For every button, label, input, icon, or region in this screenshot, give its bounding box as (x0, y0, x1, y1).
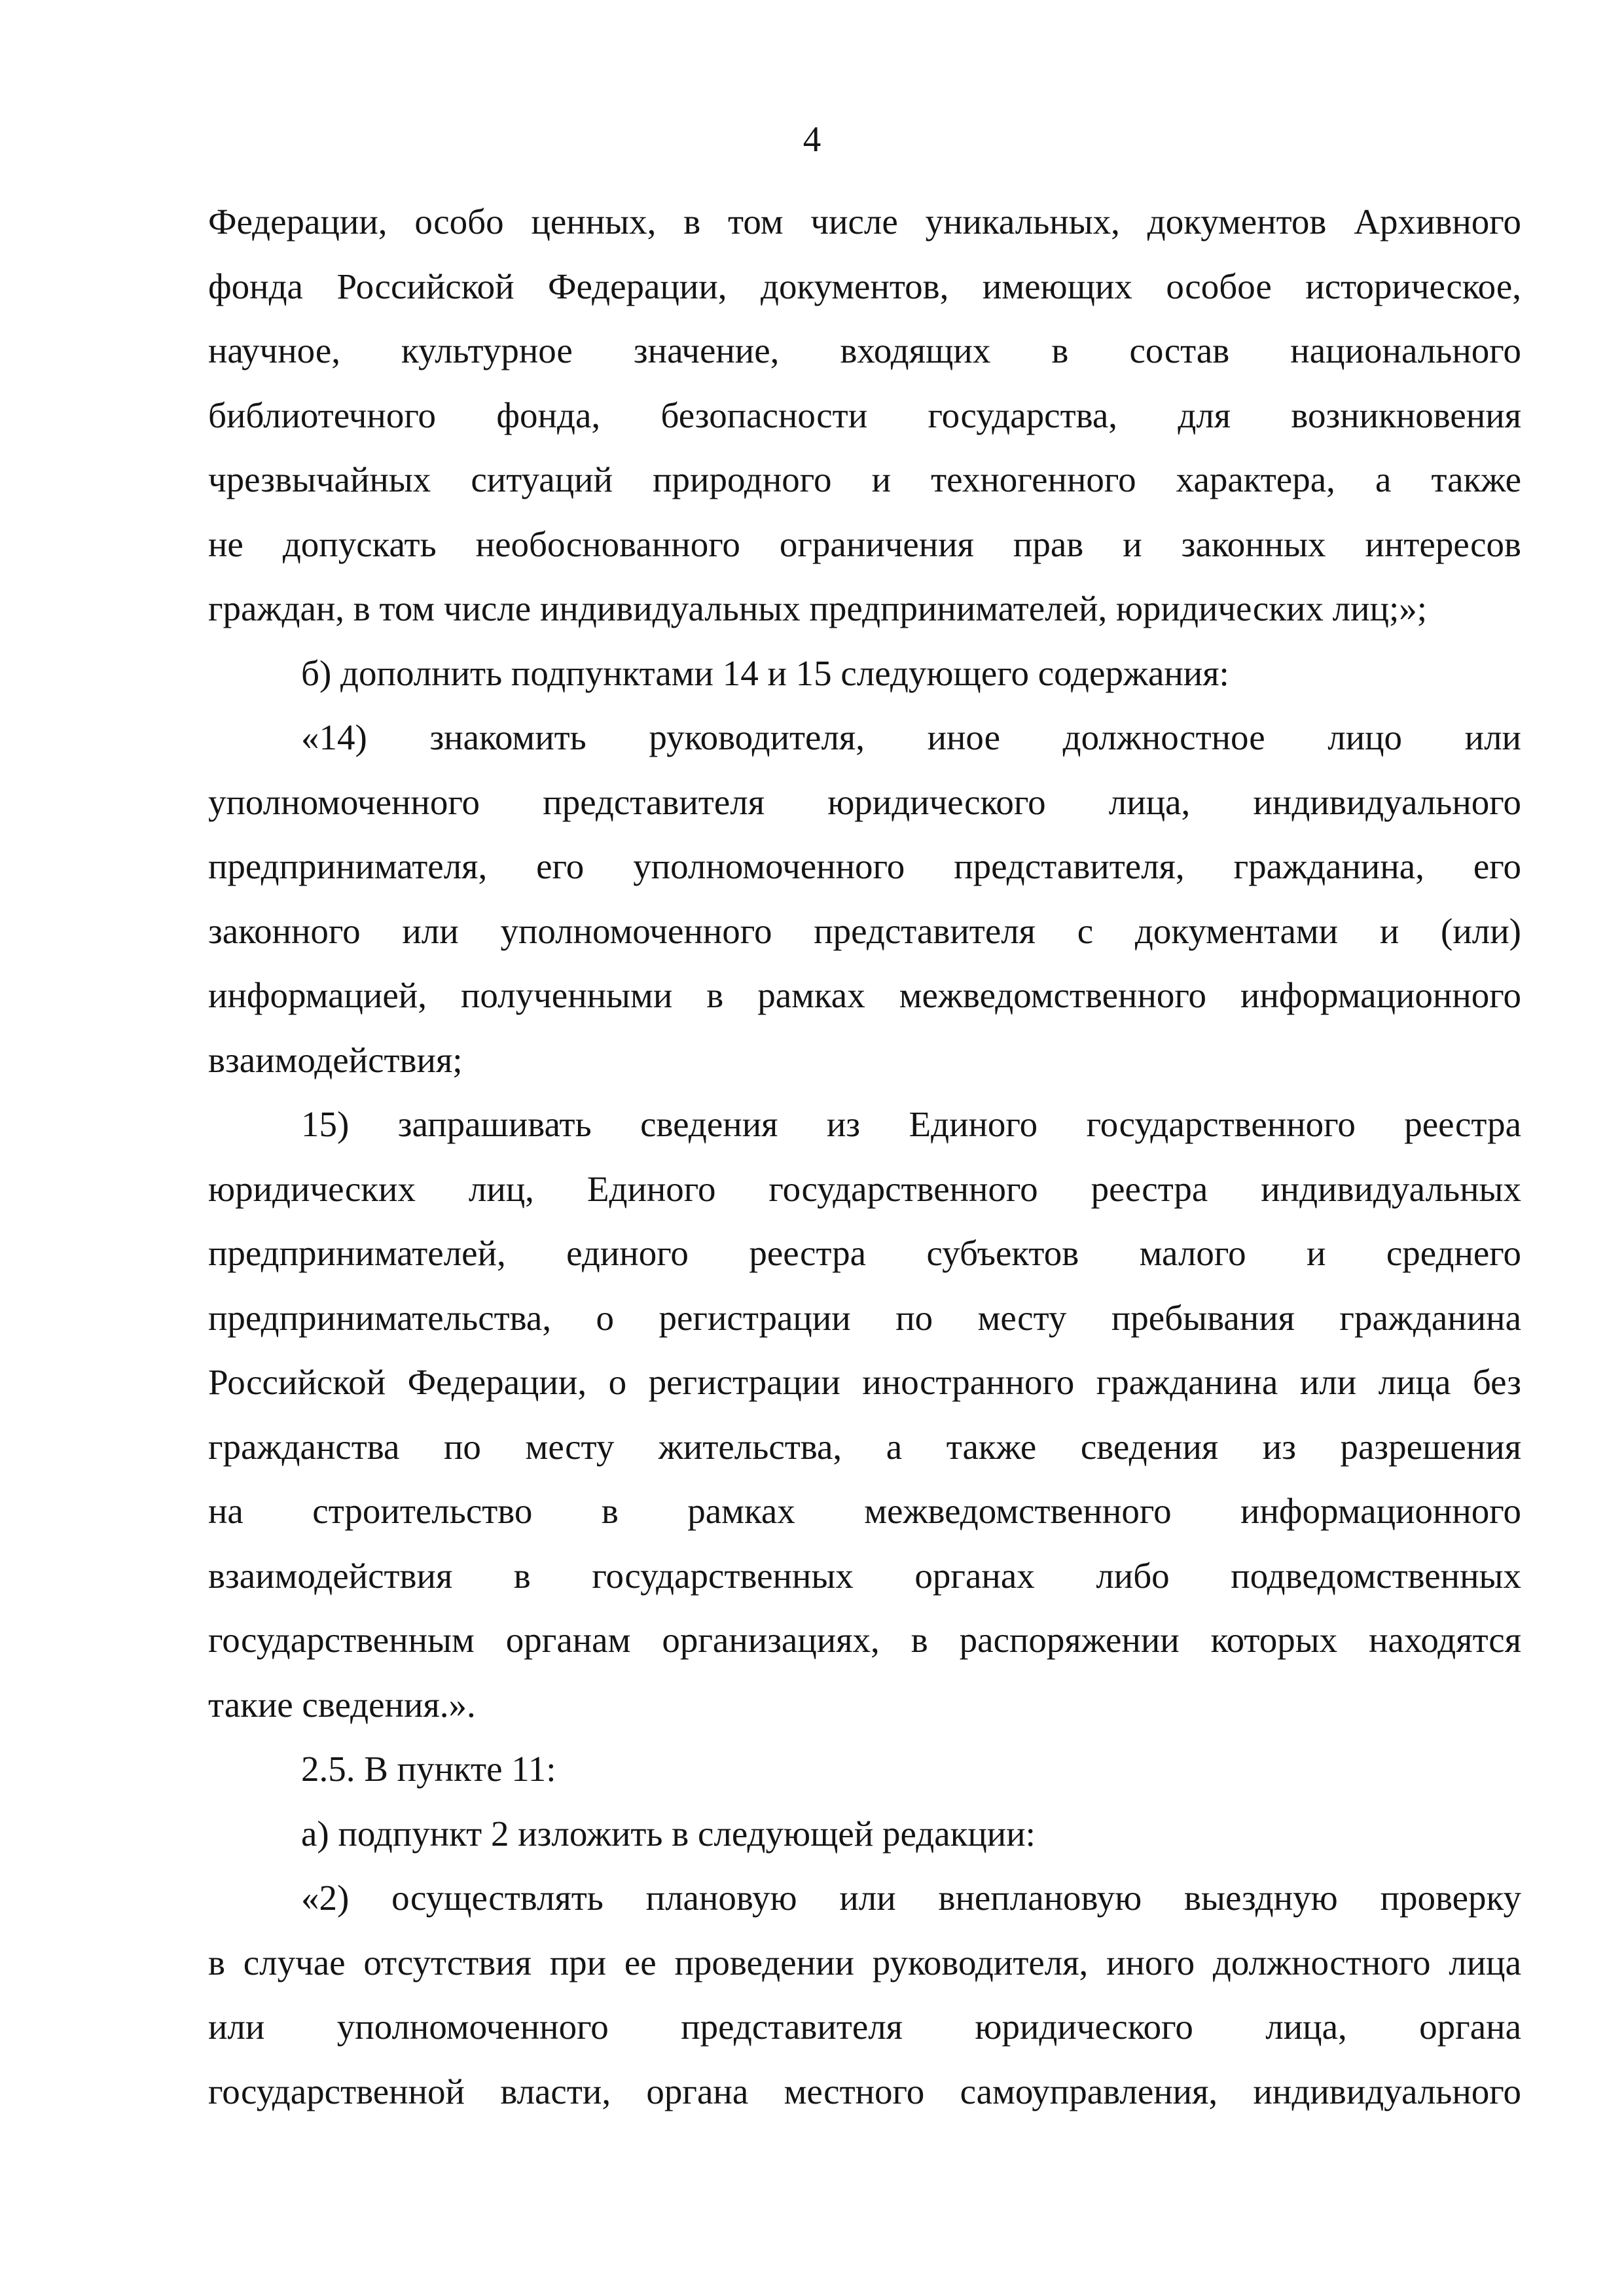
text-line: граждан, в том числе индивидуальных предпринимателей, юридических лиц;»; (208, 588, 1428, 628)
text-line: государственным органам организациях, в распоряжении которых находятся (208, 1620, 1521, 1660)
paragraph-b (208, 641, 1521, 706)
text-line: на строительство в рамках межведомственного информационного (208, 1491, 1521, 1531)
paragraph-2-5 (208, 1737, 1521, 1802)
paragraph-14 (208, 706, 1521, 1092)
text-line: научное, культурное значение, входящих в состав национального (208, 331, 1521, 370)
text-line: юридических лиц, Единого государственного реестра индивидуальных (208, 1168, 1521, 1209)
text-line: «14) знакомить руководителя, иное должностное лицо или (301, 717, 1521, 757)
text-line: предпринимателей, единого реестра субъектов малого и среднего (208, 1233, 1521, 1273)
paragraph-continuation (208, 190, 1521, 641)
text-line: взаимодействия в государственных органах либо подведомственных (208, 1555, 1521, 1596)
paragraph-15 (208, 1092, 1521, 1737)
text-line: уполномоченного представителя юридического лица, индивидуального (208, 781, 1521, 822)
text-line: предпринимательства, о регистрации по месту пребывания гражданина (208, 1297, 1521, 1338)
text-line: законного или уполномоченного представителя с документами и (или) (208, 910, 1521, 951)
text-line: или уполномоченного представителя юридического лица, органа (208, 2007, 1521, 2047)
text-line: в случае отсутствия при ее проведении руководителя, иного должностного лица (208, 1942, 1521, 1982)
text-line: чрезвычайных ситуаций природного и техногенного характера, а также (208, 459, 1521, 499)
document-body (208, 190, 1521, 2124)
text-line: информацией, полученными в рамках межведомственного информационного (208, 975, 1521, 1015)
text-line: библиотечного фонда, безопасности государства, для возникновения (208, 395, 1521, 435)
text-line: 2.5. В пункте 11: (301, 1749, 556, 1789)
paragraph-a (208, 1802, 1521, 1867)
text-line: «2) осуществлять плановую или внеплановую выездную проверку (301, 1878, 1521, 1918)
text-line: не допускать необоснованного ограничения прав и законных интересов (208, 524, 1521, 564)
text-line: Российской Федерации, о регистрации иностранного гражданина или лица без (208, 1362, 1521, 1402)
page-number: 4 (803, 119, 821, 159)
text-line: 15) запрашивать сведения из Единого государственного реестра (301, 1104, 1521, 1144)
text-line: фонда Российской Федерации, документов, имеющих особое историческое, (208, 266, 1521, 306)
text-line: такие сведения.». (208, 1684, 476, 1725)
paragraph-2 (208, 1866, 1521, 2124)
text-line: а) подпункт 2 изложить в следующей редакции: (301, 1813, 1036, 1854)
text-line: взаимодействия; (208, 1039, 463, 1080)
text-line: предпринимателя, его уполномоченного представителя, гражданина, его (208, 846, 1521, 886)
text-line: б) дополнить подпунктами 14 и 15 следующего содержания: (301, 653, 1229, 693)
text-line: государственной власти, органа местного самоуправления, индивидуального (208, 2071, 1521, 2111)
text-line: Федерации, особо ценных, в том числе уникальных, документов Архивного (208, 202, 1521, 242)
text-line: гражданства по месту жительства, а также сведения из разрешения (208, 1426, 1521, 1467)
